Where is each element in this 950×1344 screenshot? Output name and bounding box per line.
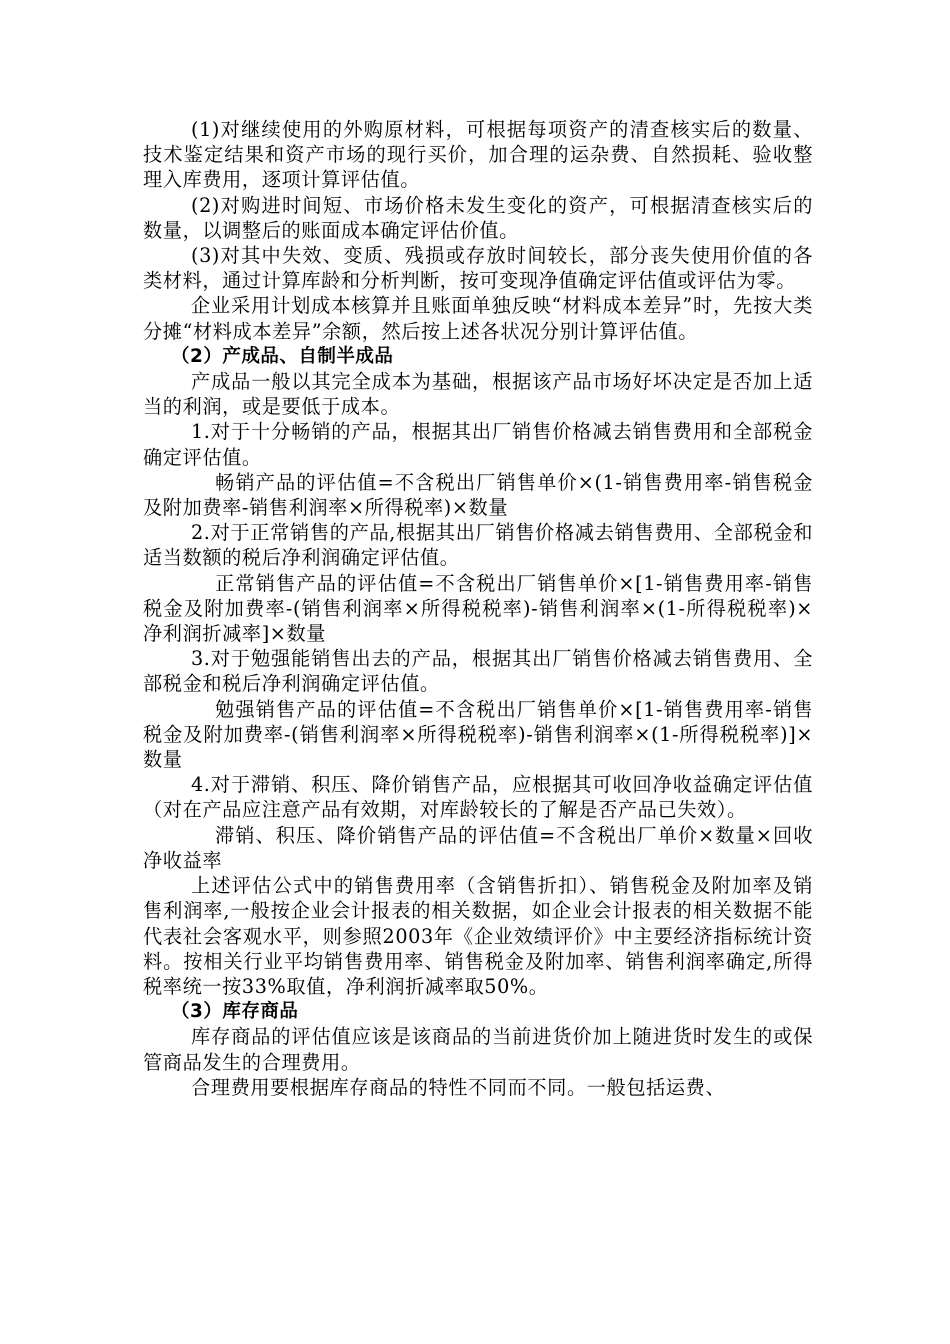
- paragraph-rates-explanation: 上述评估公式中的销售费用率（含销售折扣）、销售税金及附加率及销售利润率,一般按企业会计报表的相关数据，如企业会计报表的相关数据不能代表社会客观水平，则参照2003年《企业效绩评价》中主要经济指标统计资料。按相关行业平均销售费用率、销售税金及附加率、销售利润率确定,所得税率统一按33%取值，净利润折减率取50%。: [143, 874, 813, 998]
- paragraph-materials-2: (2)对购进时间短、市场价格未发生变化的资产，可根据清查核实后的数量，以调整后的账面成本确定评估价值。: [143, 193, 813, 242]
- paragraph-materials-3: (3)对其中失效、变质、残损或存放时间较长，部分丧失使用价值的各类材料，通过计算库龄和分析判断，按可变现净值确定评估值或评估为零。: [143, 244, 813, 293]
- paragraph-slow-moving: 4.对于滞销、积压、降价销售产品，应根据其可收回净收益确定评估值（对在产品应注意产品有效期，对库龄较长的了解是否产品已失效）。: [143, 773, 813, 822]
- paragraph-finished-goods-intro: 产成品一般以其完全成本为基础，根据该产品市场好坏决定是否加上适当的利润，或是要低于成本。: [143, 370, 813, 419]
- formula-barely-sellable: 勉强销售产品的评估值=不含税出厂销售单价×[1-销售费用率-销售税金及附加费率-(销售利润率×所得税税率)-销售利润率×(1-所得税税率)]×数量: [143, 697, 813, 772]
- formula-normal-sales: 正常销售产品的评估值=不含税出厂销售单价×[1-销售费用率-销售税金及附加费率-(销售利润率×所得税税率)-销售利润率×(1-所得税税率)×净利润折减率]×数量: [143, 571, 813, 646]
- paragraph-reasonable-costs: 合理费用要根据库存商品的特性不同而不同。一般包括运费、: [191, 1075, 726, 1099]
- section-heading-finished-goods: （2）产成品、自制半成品: [171, 345, 394, 367]
- paragraph-materials-1: (1)对继续使用的外购原材料，可根据每项资产的清查核实后的数量、技术鉴定结果和资产市场的现行买价，加合理的运杂费、自然损耗、验收整理入库费用，逐项计算评估值。: [143, 118, 813, 192]
- paragraph-normal-sales: 2.对于正常销售的产品,根据其出厂销售价格减去销售费用、全部税金和适当数额的税后净利润确定评估值。: [143, 521, 813, 570]
- paragraph-barely-sellable: 3.对于勉强能销售出去的产品，根据其出厂销售价格减去销售费用、全部税金和税后净利润确定评估值。: [143, 647, 813, 696]
- formula-slow-moving: 滞销、积压、降价销售产品的评估值=不含税出厂单价×数量×回收净收益率: [143, 823, 813, 872]
- formula-bestselling: 畅销产品的评估值=不含税出厂销售单价×(1-销售费用率-销售税金及附加费率-销售利润率×所得税率)×数量: [143, 470, 813, 520]
- document-body: [143, 117, 813, 1100]
- section-heading-inventory: （3）库存商品: [171, 1001, 299, 1023]
- paragraph-inventory-valuation: 库存商品的评估值应该是该商品的当前进货价加上随进货时发生的或保管商品发生的合理费用。: [143, 1025, 813, 1074]
- paragraph-bestselling: 1.对于十分畅销的产品，根据其出厂销售价格减去销售费用和全部税金确定评估值。: [143, 420, 813, 469]
- paragraph-cost-difference: 企业采用计划成本核算并且账面单独反映“材料成本差异”时，先按大类分摊“材料成本差异”余额，然后按上述各状况分别计算评估值。: [143, 294, 813, 343]
